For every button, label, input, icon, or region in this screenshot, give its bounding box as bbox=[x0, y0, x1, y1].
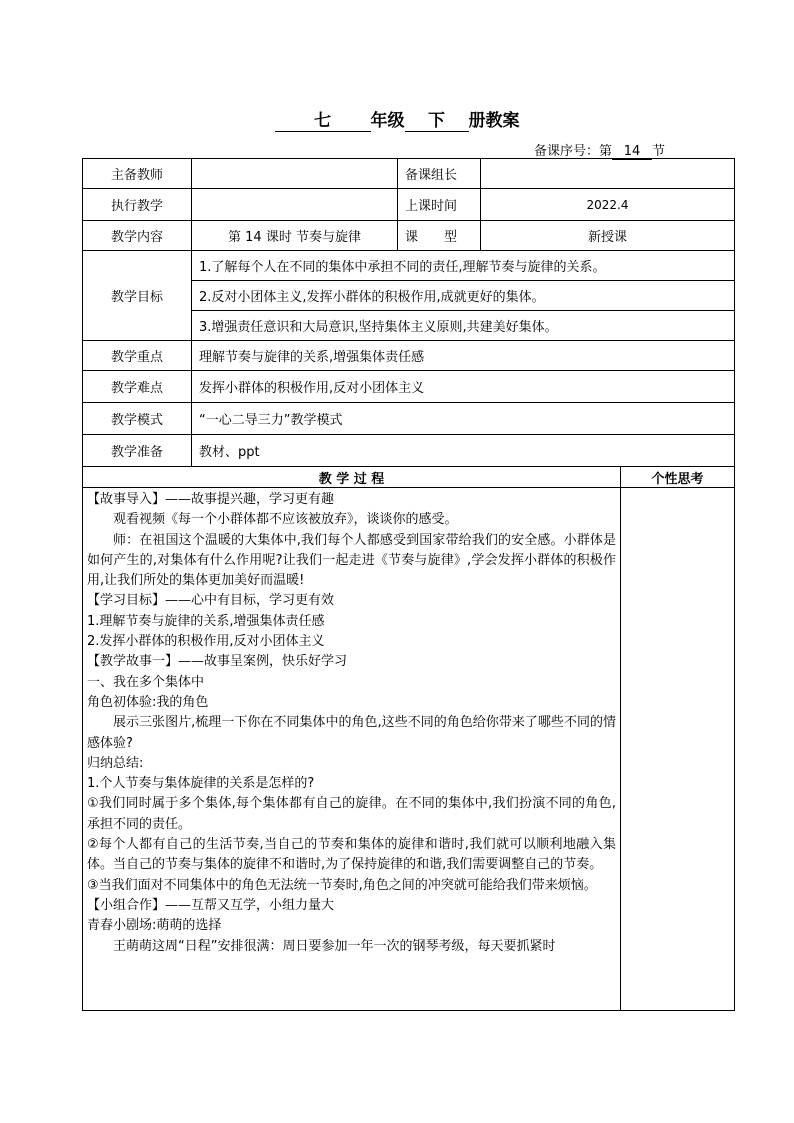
section-heading: 【故事导入】——故事提兴趣，学习更有趣 bbox=[87, 492, 335, 507]
process-body bbox=[83, 488, 621, 1011]
lesson-info-table bbox=[82, 158, 735, 467]
group-leader-value bbox=[481, 159, 735, 189]
lead-teacher-label: 主备教师 bbox=[83, 159, 192, 189]
objective-item: 2.反对小团体主义,发挥小群体的积极作用,成就更好的集体。 bbox=[192, 281, 735, 311]
content-label: 教学内容 bbox=[83, 221, 192, 251]
lead-teacher-value bbox=[192, 159, 398, 189]
process-paragraph: 青春小剧场:萌萌的选择 bbox=[87, 918, 222, 934]
reflection-body bbox=[621, 488, 735, 1011]
process-paragraph: 师：在祖国这个温暖的大集体中,我们每个人都感受到国家带给我们的安全感。小群体是如何产生的,对集体有什么作用呢?让我们一起走进《节奏与旋律》,学会发挥小群体的积极作用,让我们所处的集体更加美好而温暖! bbox=[87, 532, 616, 589]
process-paragraph: 展示三张图片,梳理一下你在不同集体中的角色,这些不同的角色给你带来了哪些不同的情感体验? bbox=[87, 715, 616, 751]
process-paragraph: ②每个人都有自己的生活节奏,当自己的节奏和集体的旋律和谐时,我们就可以顺利地融入集体。当自己的节奏与集体的旋律不和谐时,为了保持旋律的和谐,我们需要调整自己的节奏。 bbox=[87, 837, 616, 873]
executor-value bbox=[192, 189, 398, 221]
process-header: 教 学 过 程 bbox=[83, 467, 621, 488]
section-heading: 【教学故事一】——故事呈案例，快乐好学习 bbox=[87, 654, 348, 670]
process-paragraph: 1.个人节奏与集体旋律的关系是怎样的? bbox=[87, 776, 315, 792]
objective-item: 1.了解每个人在不同的集体中承担不同的责任,理解节奏与旋律的关系。 bbox=[192, 251, 735, 281]
process-paragraph: 一、我在多个集体中 bbox=[87, 674, 205, 690]
key-point-label: 教学重点 bbox=[83, 341, 192, 371]
group-leader-label: 备课组长 bbox=[398, 159, 481, 189]
class-time-value: 2022.4 bbox=[481, 189, 735, 221]
process-paragraph: 1.理解节奏与旋律的关系,增强集体责任感 bbox=[87, 613, 325, 629]
process-paragraph: ③当我们面对不同集体中的角色无法统一节奏时,角色之间的冲突就可能给我们带来烦恼。 bbox=[87, 877, 597, 893]
difficulty-value: 发挥小群体的积极作用,反对小团体主义 bbox=[192, 371, 735, 403]
process-paragraph: ①我们同时属于多个集体,每个集体都有自己的旋律。在不同的集体中,我们扮演不同的角色,承担不同的责任。 bbox=[87, 796, 616, 832]
type-value: 新授课 bbox=[481, 221, 735, 251]
page-title bbox=[0, 106, 794, 132]
prep-label: 教学准备 bbox=[83, 435, 192, 467]
serial-number: 14 bbox=[612, 144, 652, 160]
key-point-value: 理解节奏与旋律的关系,增强集体责任感 bbox=[192, 341, 735, 371]
reflection-header: 个性思考 bbox=[621, 467, 735, 488]
prep-value: 教材、ppt bbox=[192, 435, 735, 467]
executor-label: 执行教学 bbox=[83, 189, 192, 221]
serial-unit: 节 bbox=[652, 144, 666, 159]
objective-item: 3.增强责任意识和大局意识,坚持集体主义原则,共建美好集体。 bbox=[192, 311, 735, 341]
serial-label: 备课序号：第 bbox=[534, 144, 613, 159]
mode-label: 教学模式 bbox=[83, 403, 192, 435]
section-heading: 【小组合作】——互帮又互学，小组力量大 bbox=[87, 897, 335, 913]
grade-value: 七 bbox=[275, 106, 371, 132]
process-paragraph: 2.发挥小群体的积极作用,反对小团体主义 bbox=[87, 634, 325, 650]
process-table bbox=[82, 466, 735, 1011]
objectives-label: 教学目标 bbox=[83, 251, 192, 341]
difficulty-label: 教学难点 bbox=[83, 371, 192, 403]
class-time-label: 上课时间 bbox=[398, 189, 481, 221]
process-paragraph: 王萌萌这周“日程”安排很满：周日要参加一年一次的钢琴考级，每天要抓紧时 bbox=[113, 938, 556, 954]
lesson-serial bbox=[534, 140, 665, 160]
section-heading: 【学习目标】——心中有目标，学习更有效 bbox=[87, 593, 335, 609]
term-value: 下 bbox=[405, 106, 469, 132]
term-suffix: 册教案 bbox=[468, 111, 520, 131]
type-label: 课 型 bbox=[398, 221, 481, 251]
process-paragraph: 观看视频《每一个小群体都不应该被放弃》，谈谈你的感受。 bbox=[113, 512, 458, 528]
process-paragraph: 角色初体验:我的角色 bbox=[87, 694, 209, 710]
mode-value: “一心二导三力”教学模式 bbox=[192, 403, 735, 435]
process-paragraph: 归纳总结: bbox=[87, 755, 144, 771]
grade-suffix: 年级 bbox=[370, 111, 405, 131]
content-value: 第 14 课时 节奏与旋律 bbox=[192, 221, 398, 251]
